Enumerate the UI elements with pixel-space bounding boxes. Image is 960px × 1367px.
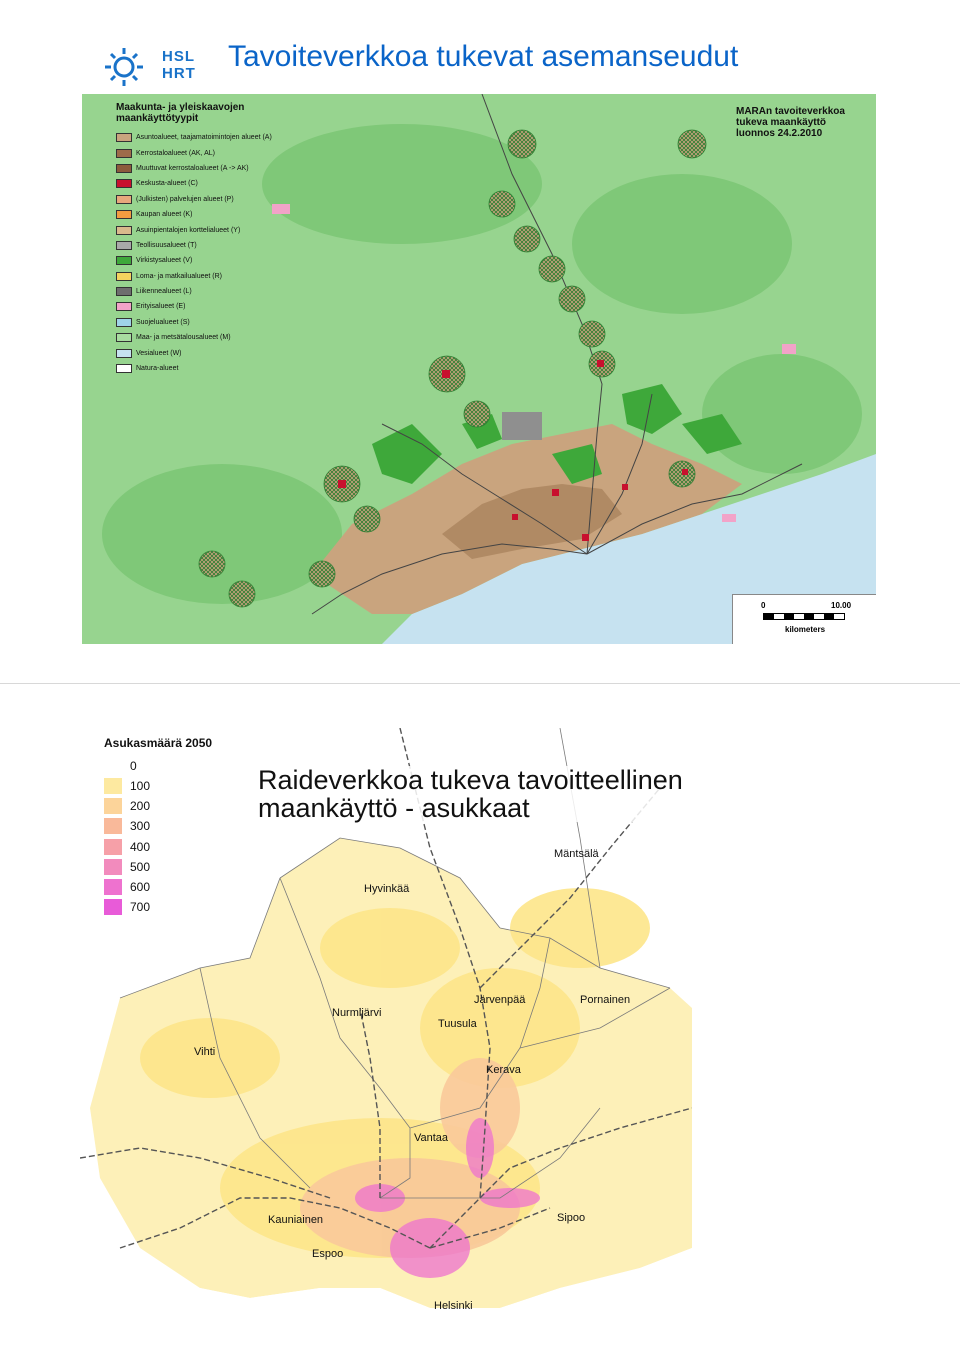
landuse-legend-label: Muuttuvat kerrostaloalueet (A -> AK) bbox=[136, 164, 249, 172]
landuse-legend-label: Vesialueet (W) bbox=[136, 349, 182, 357]
landuse-map bbox=[82, 94, 876, 644]
label-espoo: Espoo bbox=[312, 1248, 344, 1260]
landuse-legend-row bbox=[116, 192, 306, 207]
map-title: MARAn tavoiteverkkoa tukeva maankäyttö luonnos 24.2.2010 bbox=[736, 106, 845, 139]
landuse-legend-label: (Julkisten) palvelujen alueet (P) bbox=[136, 195, 234, 203]
landuse-legend-label: Asuinpientalojen korttelialueet (Y) bbox=[136, 226, 241, 234]
landuse-legend-label: Liikennealueet (L) bbox=[136, 288, 192, 296]
population-legend-row bbox=[104, 897, 234, 917]
landuse-legend-row bbox=[116, 176, 306, 191]
landuse-legend-row bbox=[116, 330, 306, 345]
landuse-legend-row bbox=[116, 238, 306, 253]
logo-text-hrt: HRT bbox=[162, 65, 196, 82]
landuse-legend-label: Virkistysalueet (V) bbox=[136, 257, 193, 265]
landuse-legend-swatch bbox=[116, 149, 132, 158]
landuse-legend-swatch bbox=[116, 272, 132, 281]
landuse-legend-swatch bbox=[116, 318, 132, 327]
population-legend-row bbox=[104, 776, 234, 796]
landuse-legend-swatch bbox=[116, 179, 132, 188]
landuse-legend-swatch bbox=[116, 256, 132, 265]
slide-title-2: Raideverkkoa tukeva tavoitteellinen maankäyttö - asukkaat bbox=[258, 766, 738, 822]
landuse-legend-row bbox=[116, 161, 306, 176]
population-legend-swatch bbox=[104, 859, 122, 875]
population-legend-items bbox=[104, 776, 234, 917]
landuse-legend-row bbox=[116, 345, 306, 360]
population-legend-swatch bbox=[104, 778, 122, 794]
landuse-legend-row bbox=[116, 299, 306, 314]
label-vihti: Vihti bbox=[194, 1046, 216, 1058]
label-mantsala: Mäntsälä bbox=[554, 848, 599, 860]
landuse-legend-label: Loma- ja matkailualueet (R) bbox=[136, 272, 222, 280]
population-legend-row bbox=[104, 796, 234, 816]
scale-max-label: 10.00 bbox=[831, 601, 852, 610]
landuse-legend-row bbox=[116, 253, 306, 268]
scale-unit-label: kilometers bbox=[785, 625, 826, 634]
population-legend-swatch bbox=[104, 879, 122, 895]
landuse-legend-row bbox=[116, 284, 306, 299]
landuse-legend-label: Teollisuusalueet (T) bbox=[136, 241, 197, 249]
landuse-legend-swatch bbox=[116, 302, 132, 311]
population-legend-row bbox=[104, 857, 234, 877]
landuse-legend-swatch bbox=[116, 333, 132, 342]
population-legend-label: 700 bbox=[130, 900, 151, 915]
population-legend bbox=[104, 736, 234, 917]
population-legend-label: 400 bbox=[130, 839, 151, 854]
label-hyvinkaa: Hyvinkää bbox=[364, 883, 410, 895]
population-legend-row bbox=[104, 877, 234, 897]
scale-bar bbox=[763, 613, 845, 620]
population-legend-zero: 0 bbox=[130, 759, 137, 773]
landuse-legend-row bbox=[116, 315, 306, 330]
scale-zero-label: 0 bbox=[761, 601, 766, 610]
label-tuusula: Tuusula bbox=[438, 1018, 477, 1030]
population-legend-swatch bbox=[104, 839, 122, 855]
landuse-legend-label: Suojelualueet (S) bbox=[136, 318, 190, 326]
label-sipoo: Sipoo bbox=[557, 1212, 586, 1224]
landuse-legend-swatch bbox=[116, 349, 132, 358]
landuse-legend-row bbox=[116, 269, 306, 284]
landuse-legend bbox=[116, 102, 306, 376]
landuse-legend-swatch bbox=[116, 164, 132, 173]
label-helsinki: Helsinki bbox=[434, 1300, 473, 1312]
scale-bar-box bbox=[732, 594, 876, 644]
landuse-legend-label: Kerrostaloalueet (AK, AL) bbox=[136, 149, 215, 157]
population-legend-row bbox=[104, 837, 234, 857]
landuse-legend-title: Maakunta- ja yleiskaavojen maankäyttötyypit bbox=[116, 102, 245, 124]
landuse-legend-label: Natura-alueet bbox=[136, 365, 179, 373]
logo-text bbox=[162, 48, 196, 82]
landuse-legend-swatch bbox=[116, 364, 132, 373]
population-legend-label: 300 bbox=[130, 819, 151, 834]
slide-bottom bbox=[0, 684, 960, 1367]
landuse-legend-row bbox=[116, 222, 306, 237]
slide-title: Tavoiteverkkoa tukevat asemanseudut bbox=[228, 40, 739, 73]
label-jarvenpaa: Järvenpää bbox=[474, 994, 526, 1006]
hsl-logo-icon bbox=[104, 44, 154, 90]
label-kauniainen: Kauniainen bbox=[268, 1214, 324, 1226]
landuse-legend-swatch bbox=[116, 226, 132, 235]
landuse-legend-label: Keskusta-alueet (C) bbox=[136, 180, 198, 188]
population-legend-swatch bbox=[104, 818, 122, 834]
landuse-legend-swatch bbox=[116, 287, 132, 296]
label-pornainen: Pornainen bbox=[580, 994, 631, 1006]
landuse-legend-row bbox=[116, 361, 306, 376]
hsl-logo bbox=[104, 44, 204, 90]
landuse-legend-swatch bbox=[116, 210, 132, 219]
population-legend-label: 200 bbox=[130, 799, 151, 814]
population-legend-swatch bbox=[104, 798, 122, 814]
population-legend-label: 500 bbox=[130, 859, 151, 874]
label-kerava: Kerava bbox=[486, 1064, 521, 1076]
landuse-legend-label: Asuntoalueet, taajamatoimintojen alueet (A) bbox=[136, 134, 272, 142]
landuse-legend-label: Erityisalueet (E) bbox=[136, 303, 186, 311]
landuse-legend-row bbox=[116, 145, 306, 160]
landuse-legend-row bbox=[116, 207, 306, 222]
landuse-legend-label: Maa- ja metsätalousalueet (M) bbox=[136, 334, 231, 342]
landuse-legend-items bbox=[116, 130, 306, 376]
population-legend-swatch bbox=[104, 899, 122, 915]
landuse-legend-row bbox=[116, 130, 306, 145]
label-vantaa: Vantaa bbox=[414, 1132, 449, 1144]
landuse-legend-swatch bbox=[116, 133, 132, 142]
population-legend-row bbox=[104, 816, 234, 836]
logo-text-hsl: HSL bbox=[162, 48, 195, 65]
population-legend-label: 600 bbox=[130, 880, 151, 895]
label-nurmijarvi: Nurmijärvi bbox=[332, 1007, 382, 1019]
landuse-legend-swatch bbox=[116, 195, 132, 204]
landuse-legend-label: Kaupan alueet (K) bbox=[136, 211, 193, 219]
population-legend-label: 100 bbox=[130, 779, 151, 794]
landuse-legend-swatch bbox=[116, 241, 132, 250]
population-legend-title: Asukasmäärä 2050 bbox=[104, 736, 213, 750]
